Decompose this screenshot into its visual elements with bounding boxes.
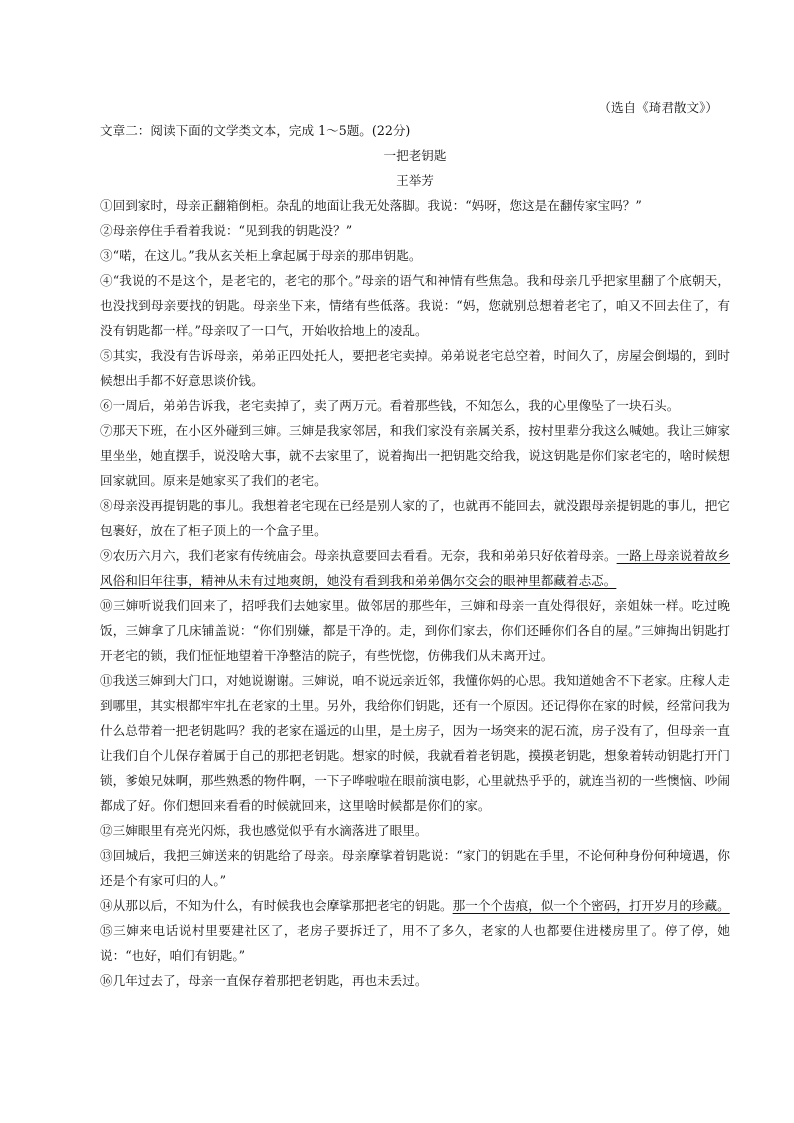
paragraph: ③“喏，在这儿。”我从玄关柜上拿起属于母亲的那串钥匙。	[100, 248, 422, 263]
paragraph: ⑮三婶来电话说村里要建社区了，老房子要拆迁了，用不了多久，老家的人也都要住进楼房里了。停了停，她说：“也好，咱们有钥匙。”	[100, 923, 730, 963]
underlined-text: 那一个个齿痕，似一个个密码，打开岁月的珍藏。	[452, 898, 730, 913]
underlined-text: 一路上母亲说着故乡风俗和旧年往事，精神从未有过地爽朗，她没有看到我和弟弟偶尔交会的眼神里都藏着忐忑。	[100, 548, 731, 588]
paragraph: ⑨农历六月六，我们老家有传统庙会。母亲执意要回去看看。无奈，我和弟弟只好依着母亲。一路上母亲说着故乡风俗和旧年往事，精神从未有过地爽朗，她没有看到我和弟弟偶尔交会的眼神里都藏着忐忑。	[100, 548, 731, 588]
section-intro: 文章二：阅读下面的文学类文本，完成 1～5题。(22分)	[100, 123, 411, 138]
paragraph: ②母亲停住手看着我说：“见到我的钥匙没？”	[100, 223, 353, 238]
paragraph: ⑫三婶眼里有亮光闪烁，我也感觉似乎有水滴落进了眼里。	[100, 823, 428, 838]
article-content	[100, 118, 730, 993]
paragraph: ⑤其实，我没有告诉母亲，弟弟正四处托人，要把老宅卖掉。弟弟说老宅总空着，时间久了，房屋会倒塌的，到时候想出手都不好意思谈价钱。	[100, 348, 730, 388]
paragraph: ⑭从那以后，不知为什么，有时候我也会摩挲那把老宅的钥匙。那一个个齿痕，似一个个密码，打开岁月的珍藏。	[100, 898, 730, 913]
paragraph: ④“我说的不是这个，是老宅的，老宅的那个。”母亲的语气和神情有些焦急。我和母亲几乎把家里翻了个底朝天，也没找到母亲要找的钥匙。母亲坐下来，情绪有些低落。我说：“妈，您就别总想着老宅了，咱又不回去住了，有没有钥匙都一样。”母亲叹了一口气，开始收拾地上的凌乱。	[100, 273, 730, 338]
article-author: 王举芳	[396, 173, 434, 188]
paragraph: ⑪我送三婶到大门口，对她说谢谢。三婶说，咱不说远亲近邻，我懂你妈的心思。我知道她舍不下老家。庄稼人走到哪里，其实根都牢牢扎在老家的土里。另外，我给你们钥匙，还有一个原因。还记得你在家的时候，经常问我为什么总带着一把老钥匙吗？我的老家在遥远的山里，是土房子，因为一场突来的泥石流，房子没有了，但母亲一直让我们自个儿保存着属于自己的那把老钥匙。想家的时候，我就看着老钥匙，摸摸老钥匙，想象着转动钥匙打开门锁，爹娘兄妹啊，那些熟悉的物件啊，一下子哗啦啦在眼前演电影，心里就热乎乎的，就连当初的一些懊恼、吵闹都成了好。你们想回来看看的时候就回来，这里啥时候都是你们的家。	[100, 673, 730, 813]
paragraph: ⑧母亲没再提钥匙的事儿。我想着老宅现在已经是别人家的了，也就再不能回去，就没跟母亲提钥匙的事儿，把它包裹好，放在了柜子顶上的一个盒子里。	[100, 498, 730, 538]
paragraph: ⑥一周后，弟弟告诉我，老宅卖掉了，卖了两万元。看着那些钱，不知怎么，我的心里像坠了一块石头。	[100, 398, 680, 413]
paragraph: ①回到家时，母亲正翻箱倒柜。杂乱的地面让我无处落脚。我说：“妈呀，您这是在翻传家宝吗？”	[100, 198, 642, 213]
article-title: 一把老钥匙	[383, 148, 447, 163]
paragraph: ⑬回城后，我把三婶送来的钥匙给了母亲。母亲摩挲着钥匙说：“家门的钥匙在手里，不论何种身份何种境遇，你还是个有家可归的人。”	[100, 848, 730, 888]
paragraph: ⑩三婶听说我们回来了，招呼我们去她家里。做邻居的那些年，三婶和母亲一直处得很好，亲姐妹一样。吃过晚饭，三婶拿了几床铺盖说：“你们别嫌，都是干净的。走，到你们家去，你们还睡你们各自的屋。”三婶掏出钥匙打开老宅的锁，我们怔怔地望着干净整洁的院子，有些恍惚，仿佛我们从未离开过。	[100, 598, 730, 663]
paragraph: ⑦那天下班，在小区外碰到三婶。三婶是我家邻居，和我们家没有亲属关系，按村里辈分我这么喊她。我让三婶家里坐坐，她直摆手，说没啥大事，就不去家里了，说着掏出一把钥匙交给我，说这钥匙是你们家老宅的，啥时候想回家就回。原来是她家买了我们的老宅。	[100, 423, 730, 488]
paragraph-list	[100, 193, 730, 993]
source-citation: （选自《琦君散文》）	[598, 100, 718, 115]
paragraph: ⑯几年过去了，母亲一直保存着那把老钥匙，再也未丢过。	[100, 973, 428, 988]
